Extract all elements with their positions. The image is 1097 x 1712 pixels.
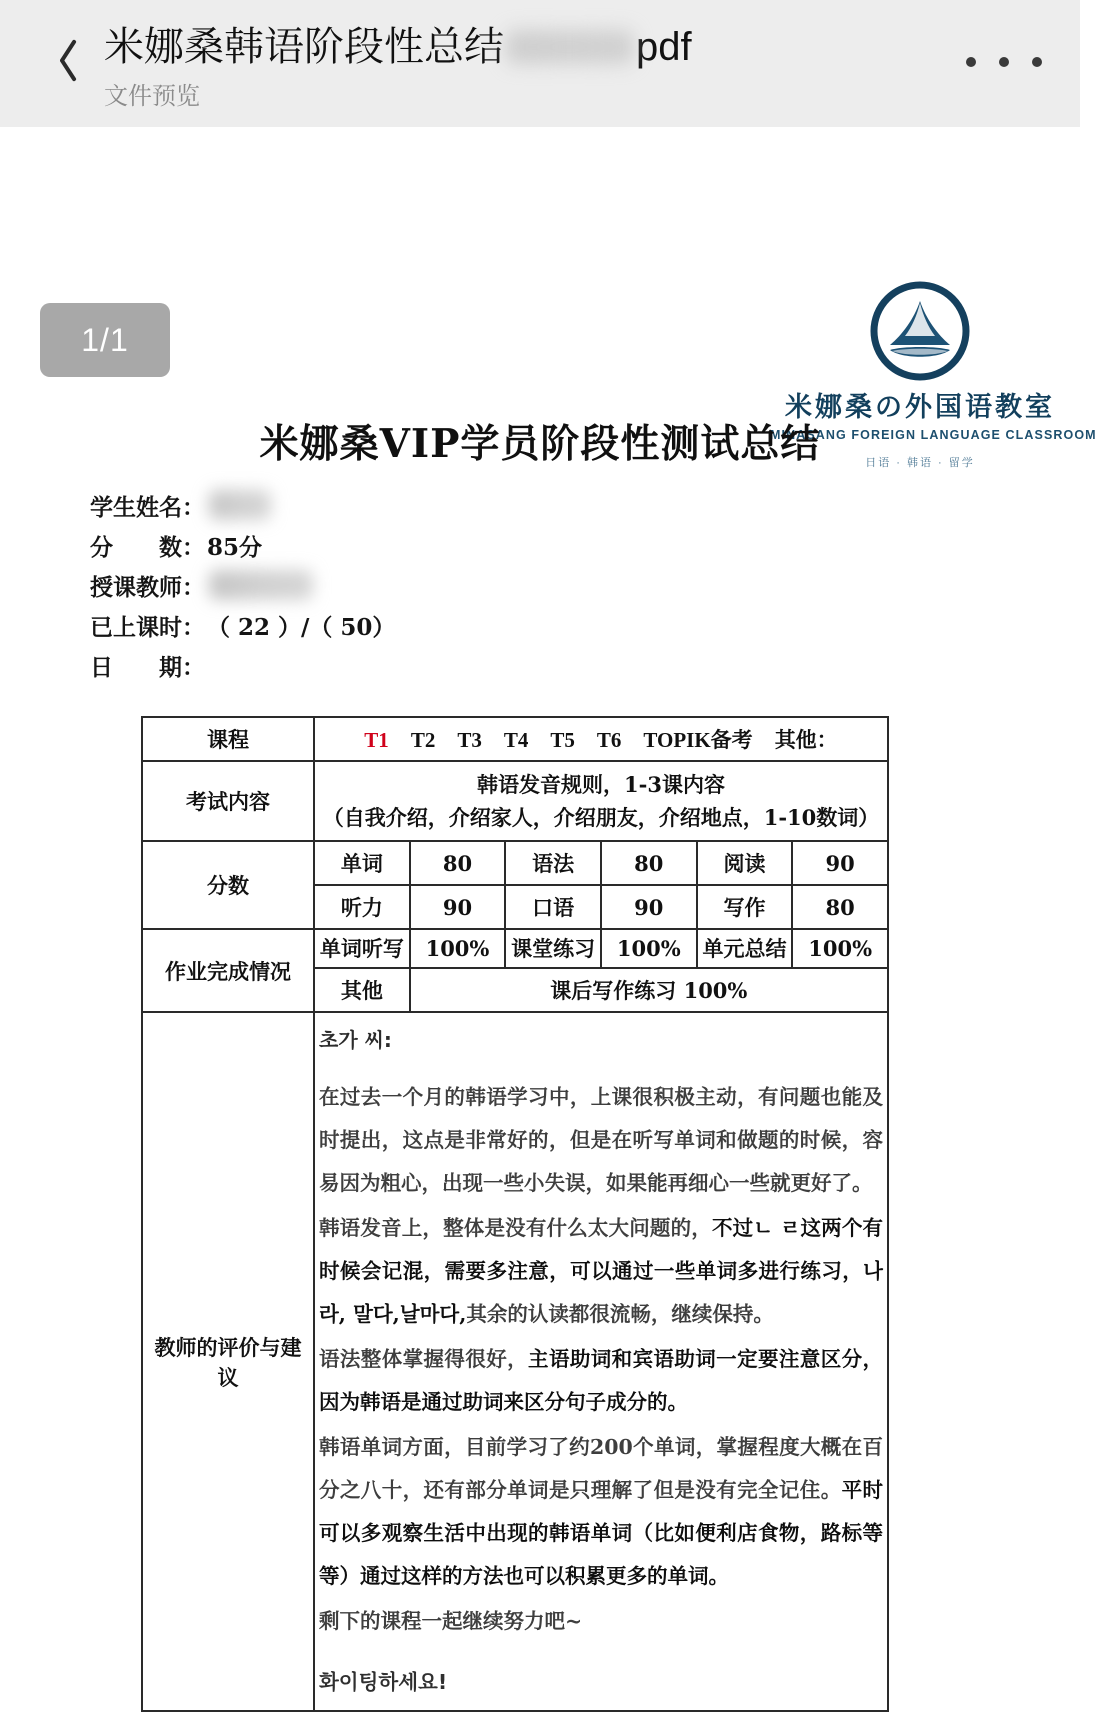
course-option-other[interactable]: 其他： (774, 728, 838, 752)
score-name-writing: 写作 (697, 885, 793, 929)
more-dot-3 (1032, 57, 1042, 67)
score-name-speaking: 口语 (505, 885, 601, 929)
exam-content-line-1: 韩语发音规则，1-3课内容 (477, 772, 725, 797)
meta-row-hours (90, 605, 790, 645)
table-row-homework-1 (142, 929, 888, 968)
row-label-course: 课程 (142, 717, 314, 761)
comment-closing: 화이팅하세요! (319, 1670, 448, 1694)
score-name-vocabulary: 单词 (314, 841, 410, 885)
exam-content-line-2: （自我介绍，介绍家人，介绍朋友，介绍地点，1-10数词） (322, 805, 880, 830)
course-option-t6[interactable]: T6 (596, 728, 622, 752)
score-value-grammar: 80 (601, 841, 697, 885)
course-option-t3[interactable]: T3 (457, 728, 482, 752)
comment-emphasis: 不过ㄴ ㄹ这两个有时候会记混，需要多注意，可以通过一些单词多进行练习，나라, 말다,날마다, (319, 1216, 884, 1326)
comment-text: 韩语发音上，整体是没有什么太大问题的， (319, 1216, 712, 1240)
course-option-t5[interactable]: T5 (550, 728, 575, 752)
header-subtitle: 文件预览 (104, 83, 200, 110)
row-label-homework: 作业完成情况 (142, 929, 314, 1012)
header-title-block (104, 20, 924, 114)
comment-emphasis: 平时可以多观察生活中出现的韩语单词（比如便利店食物，路标等等）通过这样的方法也可以积累更多的单词。 (319, 1478, 884, 1588)
meta-label: 日 期： (90, 653, 205, 681)
score-value-speaking: 90 (601, 885, 697, 929)
comment-paragraph (319, 1076, 883, 1205)
comment-emphasis: 主语助词和宾语助词一定要注意区分，因为韩语是通过助词来区分句子成分的。 (319, 1347, 884, 1414)
chevron-left-icon (47, 36, 73, 82)
row-label-scores: 分数 (142, 841, 314, 929)
comment-paragraph (319, 1600, 883, 1643)
logo-name-en: MINASANG FOREIGN LANGUAGE CLASSROOM (770, 428, 1097, 442)
comment-paragraph (319, 1338, 883, 1424)
comment-text: 其余的认读都很流畅，继续保持。 (466, 1302, 774, 1326)
meta-label: 分 数： (90, 533, 205, 561)
homework-value-dictation: 100% (410, 929, 506, 968)
homework-value-other: 课后写作练习 100% (410, 968, 888, 1012)
comment-paragraph (319, 1207, 883, 1336)
comment-paragraph (319, 1426, 883, 1598)
homework-name-classwork: 课堂练习 (505, 929, 601, 968)
row-label-exam-content: 考试内容 (142, 761, 314, 841)
document-file-name (104, 20, 924, 74)
summary-table (141, 716, 889, 1712)
meta-label: 学生姓名： (90, 493, 205, 521)
comment-text: 剩下的课程一起继续努力吧~ (319, 1609, 583, 1633)
table-row-scores-1 (142, 841, 888, 885)
meta-value: （ 22 ）/（ 50） (207, 613, 396, 641)
course-options-cell (314, 717, 888, 761)
meta-row-teacher (90, 565, 790, 605)
homework-name-other: 其他 (314, 968, 410, 1012)
comment-greeting: 초가 씨: (319, 1028, 392, 1052)
teacher-comment-cell (314, 1012, 888, 1711)
score-value-vocabulary: 80 (410, 841, 506, 885)
meta-row-student-name (90, 485, 790, 525)
page-title: 米娜桑VIP学员阶段性测试总结 (259, 421, 821, 467)
score-name-grammar: 语法 (505, 841, 601, 885)
comment-text: 在过去一个月的韩语学习中，上课很积极主动，有问题也能及时提出，这点是非常好的，但是在听写单词和做题的时候，容易因为粗心，出现一些小失误，如果能再细心一些就更好了。 (319, 1085, 883, 1195)
file-name-prefix: 米娜桑韩语阶段性总结 (104, 25, 504, 69)
homework-name-unit-summary: 单元总结 (697, 929, 793, 968)
file-name-redaction (506, 30, 634, 64)
score-name-listening: 听力 (314, 885, 410, 929)
more-dot-1 (966, 57, 976, 67)
course-option-t1[interactable]: T1 (364, 728, 389, 752)
logo-tagline: 日语 · 韩语 · 留学 (865, 457, 975, 469)
score-value-writing: 80 (792, 885, 888, 929)
comment-text: 韩语单词方面，目前学习了约200个单词，掌握程度大概在百分之八十，还有部分单词是只理解了但是没有完全记住。 (319, 1435, 883, 1502)
more-options-button[interactable] (966, 42, 1042, 82)
student-name-redaction (209, 490, 271, 520)
score-value-listening: 90 (410, 885, 506, 929)
back-button[interactable] (30, 28, 90, 90)
course-option-topik[interactable]: TOPIK备考 (643, 728, 753, 752)
teacher-name-redaction (209, 570, 313, 600)
teacher-comment-body (319, 1019, 883, 1704)
table-row-exam-content (142, 761, 888, 841)
exam-content-cell (314, 761, 888, 841)
comment-text: 语法整体掌握得很好， (319, 1347, 529, 1371)
logo-name-cn: 米娜桑の外国语教室 (785, 392, 1055, 423)
table-row-teacher-comment (142, 1012, 888, 1711)
meta-row-score (90, 525, 790, 565)
file-name-suffix: pdf (636, 25, 692, 69)
pdf-page-canvas[interactable] (0, 127, 1097, 1694)
app-header (0, 0, 1080, 127)
course-option-t4[interactable]: T4 (503, 728, 529, 752)
course-option-t2[interactable]: T2 (410, 728, 436, 752)
summary-table-wrapper (141, 716, 889, 1712)
mountain-circle-logo-icon (868, 279, 972, 383)
score-name-reading: 阅读 (697, 841, 793, 885)
homework-value-unit-summary: 100% (792, 929, 888, 968)
student-meta-block (90, 485, 790, 685)
table-row-course (142, 717, 888, 761)
score-value-reading: 90 (792, 841, 888, 885)
page-indicator-badge: 1/1 (40, 303, 170, 377)
meta-label: 授课教师： (90, 573, 205, 601)
homework-value-classwork: 100% (601, 929, 697, 968)
meta-row-date (90, 645, 790, 685)
homework-name-dictation: 单词听写 (314, 929, 410, 968)
meta-value: 85分 (207, 533, 263, 561)
more-dot-2 (999, 57, 1009, 67)
comment-paragraphs (319, 1076, 883, 1643)
row-label-teacher-comment: 教师的评价与建议 (142, 1012, 314, 1711)
meta-label: 已上课时： (90, 613, 205, 641)
